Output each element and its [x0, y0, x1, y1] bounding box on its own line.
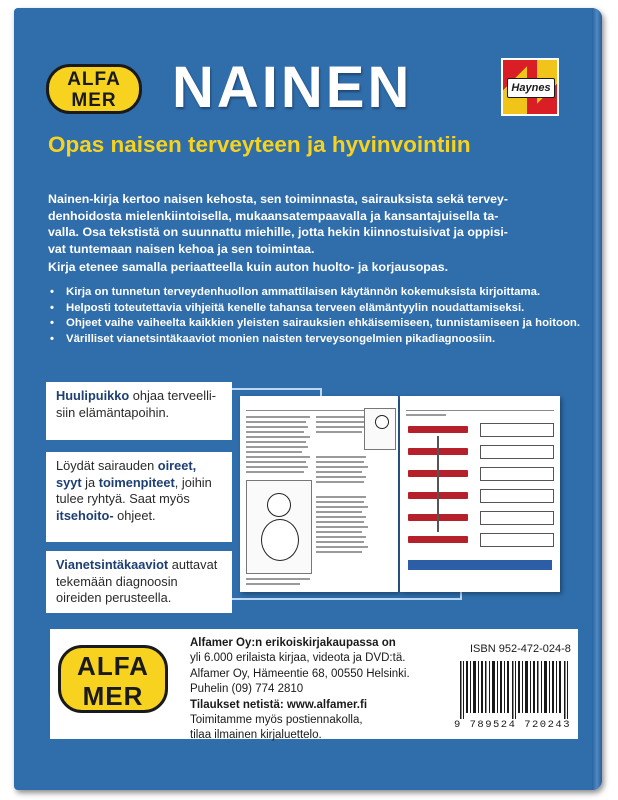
list-item: • Kirja on tunnetun terveydenhuollon ammattilaisen käytännön kokemuksista kirjoittama.	[48, 285, 588, 301]
list-item: • Värilliset vianetsintäkaaviot monien naisten terveysongelmien pikadiagnoosiin.	[48, 332, 588, 348]
flowchart-note	[480, 467, 554, 481]
barcode	[458, 661, 570, 719]
sample-page-right	[400, 396, 560, 592]
haynes-logo	[501, 58, 559, 116]
book-back-cover	[14, 8, 602, 790]
flowchart-note	[480, 511, 554, 525]
intro-line: vat tuntemaan naisen kehoa ja sen toimintaa.	[48, 241, 315, 256]
callout-flowcharts: Vianetsintäkaaviot auttavat tekemään diagnoosin oireiden perusteella.	[46, 551, 232, 613]
book-title: NAINEN	[172, 55, 413, 120]
flowchart-step	[408, 536, 468, 543]
flowchart-note	[480, 445, 554, 459]
alfamer-logo: ALFA MER	[46, 64, 142, 114]
flowchart-step	[408, 426, 468, 433]
feature-list	[48, 285, 588, 347]
huulipuikko-illustration	[246, 480, 312, 574]
flowchart-result	[408, 560, 552, 570]
flowchart-note	[480, 533, 554, 547]
isbn-number: ISBN 952-472-024-8	[470, 643, 571, 655]
callout-symptoms: Löydät sairauden oireet, syyt ja toimenpiteet, joihin tulee ryhtyä. Saat myös itsehoito- ohjeet.	[46, 452, 232, 542]
barcode-digits: 9 789524 720243	[454, 719, 572, 731]
connector-line	[232, 388, 322, 390]
book-subtitle: Opas naisen terveyteen ja hyvinvointiin	[48, 132, 471, 157]
huulipuikko-cartoon	[364, 408, 396, 450]
intro-line: Nainen-kirja kertoo naisen kehosta, sen toiminnasta, sairauksista sekä tervey-	[48, 192, 509, 206]
lead-sentence: Kirja etenee samalla periaatteella kuin auton huolto- ja korjausopas.	[48, 260, 449, 274]
connector-line	[232, 598, 462, 600]
page-header	[406, 400, 554, 411]
intro-paragraph	[48, 191, 568, 257]
alfamer-logo-large: ALFA MER	[58, 645, 168, 713]
list-item: • Ohjeet vaihe vaiheelta kaikkien yleisten sairauksien ehkäisemiseen, tunnistamiseen ja hoitoon.	[48, 316, 588, 332]
flowchart-note	[480, 423, 554, 437]
list-item: • Helposti toteutettavia vihjeitä kenelle tahansa terveen elämäntyylin noudattamiseksi.	[48, 301, 588, 317]
intro-line: denhoidosta mielenkiintoisella, mukaansatempaavalla ja kansantajuisella ta-	[48, 208, 499, 223]
sample-page-left	[240, 396, 398, 592]
publisher-contact: Alfamer Oy:n erikoiskirjakaupassa on yli 6.000 erilaista kirjaa, videota ja DVD:tä. Alfamer Oy, Hämeentie 68, 00550 Helsinki. Puhelin (09) 774 2810 Tilaukset netistä: www.alfamer.fi Toimitamme myös postiennakolla, tilaa ilmainen kirjaluettelo.	[190, 637, 410, 742]
intro-line: valla. Osa tekstistä on suunnattu miehille, jotta hekin kiinnostuisivat ja oppisi-	[48, 225, 508, 239]
haynes-label: Haynes	[507, 78, 555, 98]
callout-huulipuikko: Huulipuikko ohjaa terveelli- siin elämäntapoihin.	[46, 382, 232, 440]
flowchart-note	[480, 489, 554, 503]
flowchart-spine	[437, 436, 439, 532]
cover-edge	[592, 8, 602, 790]
